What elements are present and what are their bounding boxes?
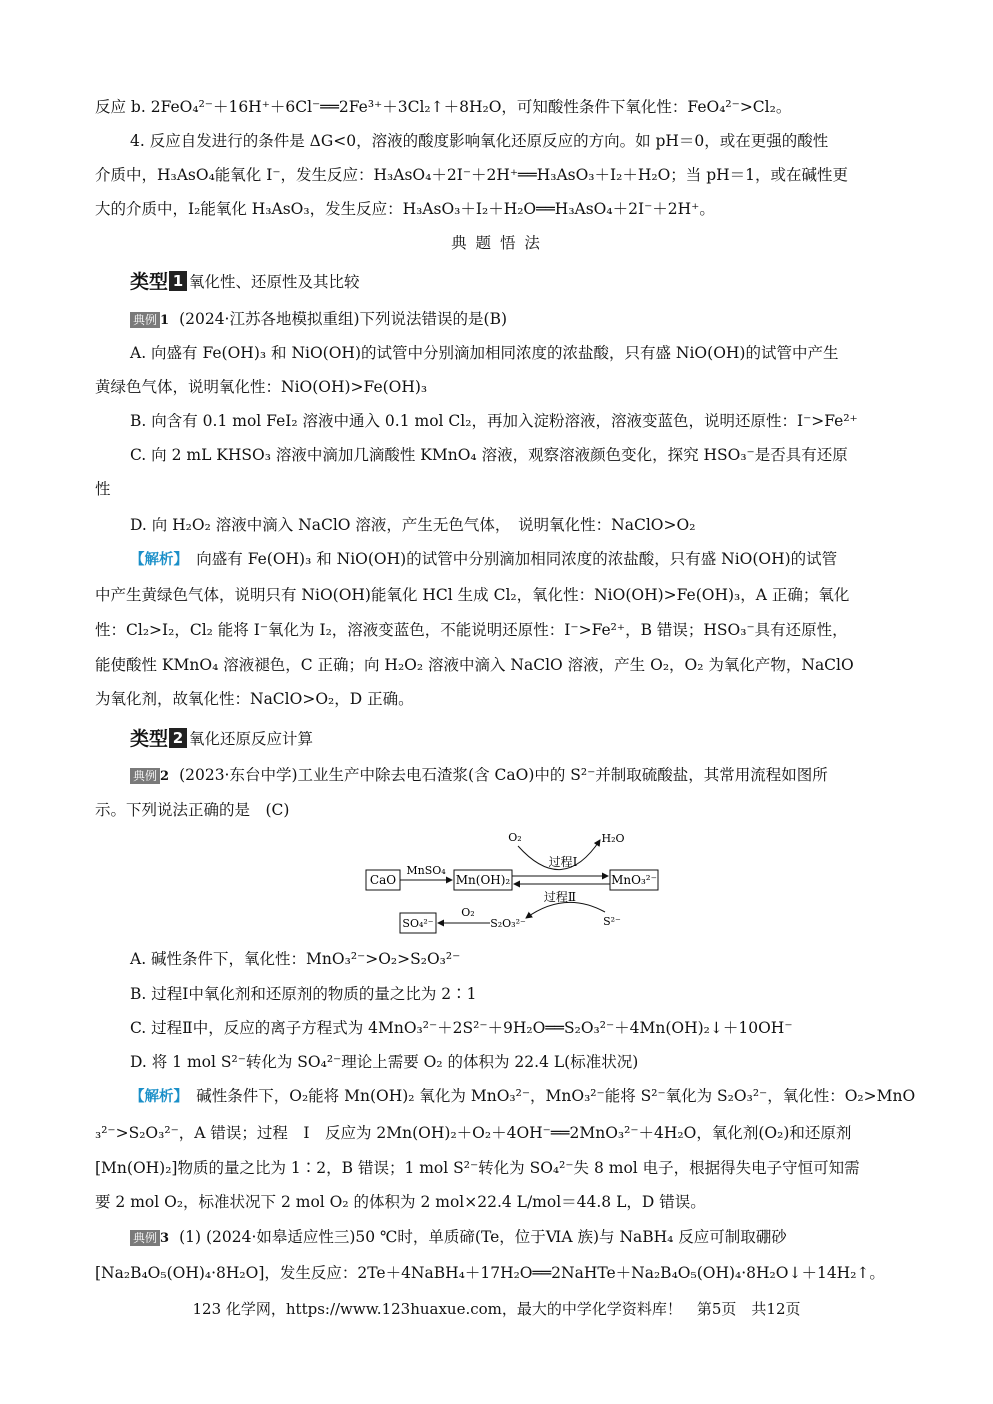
example-number: 3 (160, 1231, 170, 1246)
process-1-label: 过程Ⅰ (548, 855, 578, 869)
example-tag: 典例 (130, 312, 160, 328)
example-3-stem-line-1 (130, 1226, 787, 1250)
example-1-stem-text: (2024·江苏各地模拟重组)下列说法错误的是(B) (179, 310, 508, 328)
mno3-label: MnO₃²⁻ (611, 873, 657, 887)
analysis-1-line-3: 性：Cl₂>I₂，Cl₂ 能将 I⁻氧化为 I₂，溶液变蓝色，不能说明还原性：I⁻>Fe²⁺，B 错误；HSO₃⁻具有还原性， (95, 621, 848, 639)
analysis-1-line-1 (130, 548, 837, 571)
ex2-option-c: C. 过程Ⅱ中，反应的离子方程式为 4MnO₃²⁻＋2S²⁻＋9H₂O══S₂O₃²⁻＋4Mn(OH)₂↓＋10OH⁻ (130, 1019, 793, 1037)
analysis-2-line-1 (130, 1085, 915, 1108)
type-2-heading (130, 724, 313, 751)
example-2-stem-text: (2023·东台中学)工业生产中除去电石渣浆(含 CaO)中的 S²⁻并制取硫酸盐，其常用流程如图所 (179, 766, 828, 784)
analysis-2-line-4: 要 2 mol O₂，标准状况下 2 mol O₂ 的体积为 2 mol×22.4 L/mol＝44.8 L，D 错误。 (95, 1193, 706, 1211)
section-title: 典 题 悟 法 (451, 234, 542, 252)
type-title: 氧化性、还原性及其比较 (189, 272, 360, 291)
process-2-label: 过程Ⅱ (543, 890, 577, 904)
option-a-line-1: A. 向盛有 Fe(OH)₃ 和 NiO(OH)的试管中分别滴加相同浓度的浓盐酸，只有盛 NiO(OH)的试管中产生 (130, 344, 839, 362)
example-2-stem-line-1 (130, 764, 828, 788)
example-number: 2 (160, 769, 170, 784)
intro-line-3: 介质中，H₃AsO₄能氧化 I⁻，发生反应：H₃AsO₄＋2I⁻＋2H⁺══H₃AsO₃＋I₂＋H₂O；当 pH＝1，或在碱性更 (95, 166, 849, 184)
example-2-stem-line-2: 示。下列说法正确的是 (C) (95, 801, 290, 819)
type-label: 类型 (130, 728, 169, 750)
example-3-stem-line-2: [Na₂B₄O₅(OH)₄·8H₂O]，发生反应：2Te＋4NaBH₄＋17H₂O══2NaHTe＋Na₂B₄O₅(OH)₄·8H₂O↓＋14H₂↑。 (95, 1264, 885, 1282)
ex2-option-a: A. 碱性条件下，氧化性：MnO₃²⁻>O₂>S₂O₃²⁻ (130, 950, 461, 968)
type-number-badge: 2 (169, 728, 187, 748)
mnoh2-label: Mn(OH)₂ (455, 873, 511, 887)
analysis-1-line-4: 能使酸性 KMnO₄ 溶液褪色，C 正确；向 H₂O₂ 溶液中滴入 NaClO 溶液，产生 O₂，O₂ 为氧化产物，NaClO (95, 656, 854, 674)
analysis-label: 【解析】 (130, 552, 181, 568)
s2-label: S²⁻ (603, 915, 621, 928)
analysis-1-text: 向盛有 Fe(OH)₃ 和 NiO(OH)的试管中分别滴加相同浓度的浓盐酸，只有盛 NiO(OH)的试管 (196, 550, 838, 568)
option-c-line-2: 性 (95, 480, 111, 498)
option-d: D. 向 H₂O₂ 溶液中滴入 NaClO 溶液，产生无色气体， 说明氧化性：NaClO>O₂ (130, 516, 696, 534)
intro-line-1: 反应 b. 2FeO₄²⁻＋16H⁺＋6Cl⁻══2Fe³⁺＋3Cl₂↑＋8H₂O，可知酸性条件下氧化性：FeO₄²⁻>Cl₂。 (95, 98, 792, 116)
s2o3-label: S₂O₃²⁻ (490, 917, 526, 930)
analysis-2-line-2: ₃²⁻>S₂O₃²⁻，A 错误；过程 Ⅰ 反应为 2Mn(OH)₂＋O₂＋4OH⁻══2MnO₃²⁻＋4H₂O，氧化剂(O₂)和还原剂 (95, 1124, 852, 1142)
ex2-option-b: B. 过程Ⅰ中氧化剂和还原剂的物质的量之比为 2∶1 (130, 985, 477, 1003)
process-flow-diagram (360, 826, 670, 938)
cao-label: CaO (369, 873, 397, 887)
ex2-option-d: D. 将 1 mol S²⁻转化为 SO₄²⁻理论上需要 O₂ 的体积为 22.4 L(标准状况) (130, 1053, 639, 1071)
example-3-stem-text: (1) (2024·如皋适应性三)50 ℃时，单质碲(Te，位于ⅥA 族)与 NaBH₄ 反应可制取硼砂 (179, 1228, 787, 1246)
o2-bottom-label: O₂ (461, 906, 475, 919)
h2o-label: H₂O (601, 832, 625, 845)
analysis-2-line-3: [Mn(OH)₂]物质的量之比为 1∶2，B 错误；1 mol S²⁻转化为 SO₄²⁻失 8 mol 电子，根据得失电子守恒可知需 (95, 1159, 860, 1177)
intro-line-4: 大的介质中，I₂能氧化 H₃AsO₃，发生反应：H₃AsO₃＋I₂＋H₂O══H₃AsO₄＋2I⁻＋2H⁺。 (95, 200, 715, 218)
option-c-line-1: C. 向 2 mL KHSO₃ 溶液中滴加几滴酸性 KMnO₄ 溶液，观察溶液颜色变化，探究 HSO₃⁻是否具有还原 (130, 446, 848, 464)
option-b: B. 向含有 0.1 mol FeI₂ 溶液中通入 0.1 mol Cl₂，再加入淀粉溶液，溶液变蓝色，说明还原性：I⁻>Fe²⁺ (130, 412, 858, 430)
type-1-heading (130, 267, 360, 294)
example-number: 1 (160, 313, 170, 328)
mnso4-label: MnSO₄ (406, 864, 446, 877)
so4-label: SO₄²⁻ (402, 917, 434, 930)
curve-s2-s2o3 (526, 902, 605, 918)
o2-top-label: O₂ (508, 831, 522, 844)
type-label: 类型 (130, 271, 169, 293)
example-tag: 典例 (130, 768, 160, 784)
analysis-1-line-5: 为氧化剂，故氧化性：NaClO>O₂，D 正确。 (95, 690, 414, 708)
analysis-label: 【解析】 (130, 1089, 181, 1105)
page-footer: 123 化学网，https://www.123huaxue.com，最大的中学化学资料库！ 第5页 共12页 (192, 1300, 801, 1318)
option-a-line-2: 黄绿色气体，说明氧化性：NiO(OH)>Fe(OH)₃ (95, 378, 428, 396)
type-title: 氧化还原反应计算 (189, 729, 314, 748)
example-1-stem (130, 308, 507, 332)
analysis-1-line-2: 中产生黄绿色气体，说明只有 NiO(OH)能氧化 HCl 生成 Cl₂，氧化性：NiO(OH)>Fe(OH)₃，A 正确；氧化 (95, 586, 850, 604)
intro-line-2: 4. 反应自发进行的条件是 ΔG<0，溶液的酸度影响氧化还原反应的方向。如 pH＝0，或在更强的酸性 (130, 132, 829, 150)
type-number-badge: 1 (169, 271, 187, 291)
analysis-2-text: 碱性条件下，O₂能将 Mn(OH)₂ 氧化为 MnO₃²⁻，MnO₃²⁻能将 S²⁻氧化为 S₂O₃²⁻，氧化性：O₂>MnO (196, 1087, 916, 1105)
example-tag: 典例 (130, 1230, 160, 1246)
